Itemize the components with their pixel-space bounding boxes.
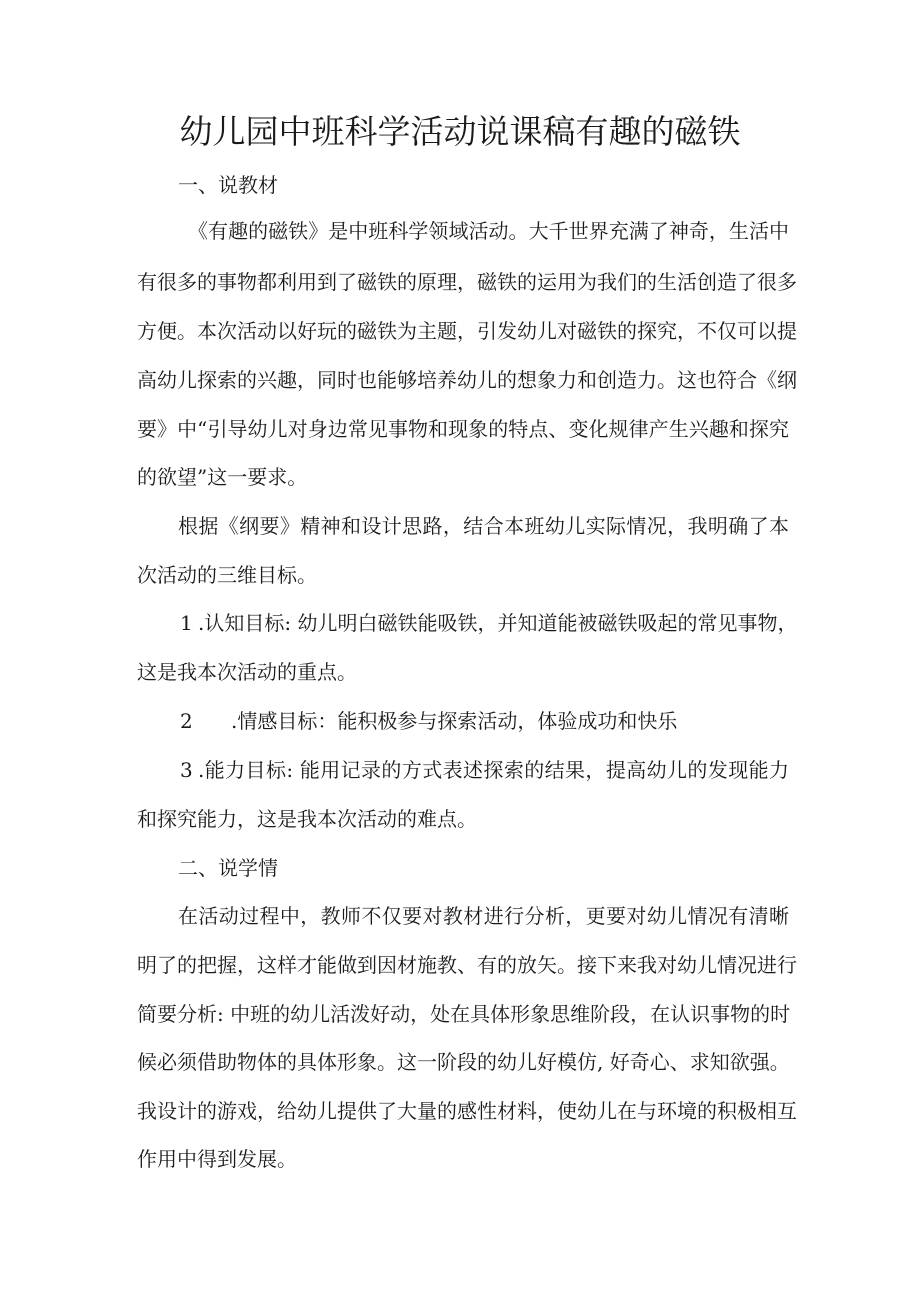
paragraph-line: 我设计的游戏，给幼儿提供了大量的感性材料，使幼儿在与环境的积极相互 [137,1099,797,1123]
paragraph-line: 简要分析: 中班的幼儿活泼好动，处在具体形象思维阶段，在认识事物的时 [137,1002,791,1026]
goal-line: 这是我本次活动的重点。 [137,660,357,684]
paragraph-line: 《有趣的磁铁》是中班科学领域活动。大千世界充满了神奇，生活中 [188,219,789,243]
paragraph-line: 明了的把握，这样才能做到因材施教、有的放矢。接下来我对幼儿情况进行 [137,953,797,977]
paragraph-line: 候必须借助物体的具体形象。这一阶段的幼儿好模仿, 好奇心、求知欲强。 [137,1050,790,1074]
paragraph-line: 方便。本次活动以好玩的磁铁为主题，引发幼儿对磁铁的探究，不仅可以提 [137,319,797,343]
paragraph-line: 作用中得到发展。 [137,1147,297,1171]
paragraph-line: 的欲望”这一要求。 [137,465,308,489]
paragraph-line: 在活动过程中，教师不仅要对教材进行分析，更要对幼儿情况有清晰 [178,904,789,928]
goal-number: 1 [180,611,193,635]
paragraph-line: 高幼儿探索的兴趣，同时也能够培养幼儿的想象力和创造力。这也符合《纲 [137,368,797,392]
paragraph-line: 次活动的三维目标。 [137,563,317,587]
goal-number: 3 [180,758,193,782]
goal-line: .情感目标：能积极参与探索活动，体验成功和快乐 [231,709,678,733]
section-heading-learner: 二、说学情 [178,856,278,880]
paragraph-line: 根据《纲要》精神和设计思路，结合本班幼儿实际情况，我明确了本 [178,514,789,538]
goal-line: .能力目标: 能用记录的方式表述探索的结果，提高幼儿的发现能力 [198,758,789,782]
paragraph-line: 要》中“引导幼儿对身边常见事物和现象的特点、变化规律产生兴趣和探究 [137,417,789,441]
goal-line: 和探究能力，这是我本次活动的难点。 [137,807,477,831]
goal-line: .认知目标: 幼儿明白磁铁能吸铁，并知道能被磁铁吸起的常见事物， [198,611,798,635]
goal-number: 2 [180,709,193,733]
section-heading-textbook: 一、说教材 [178,173,278,197]
paragraph-line: 有很多的事物都利用到了磁铁的原理，磁铁的运用为我们的生活创造了很多 [137,270,797,294]
document-title: 幼儿园中班科学活动说课稿有趣的磁铁 [179,112,741,151]
